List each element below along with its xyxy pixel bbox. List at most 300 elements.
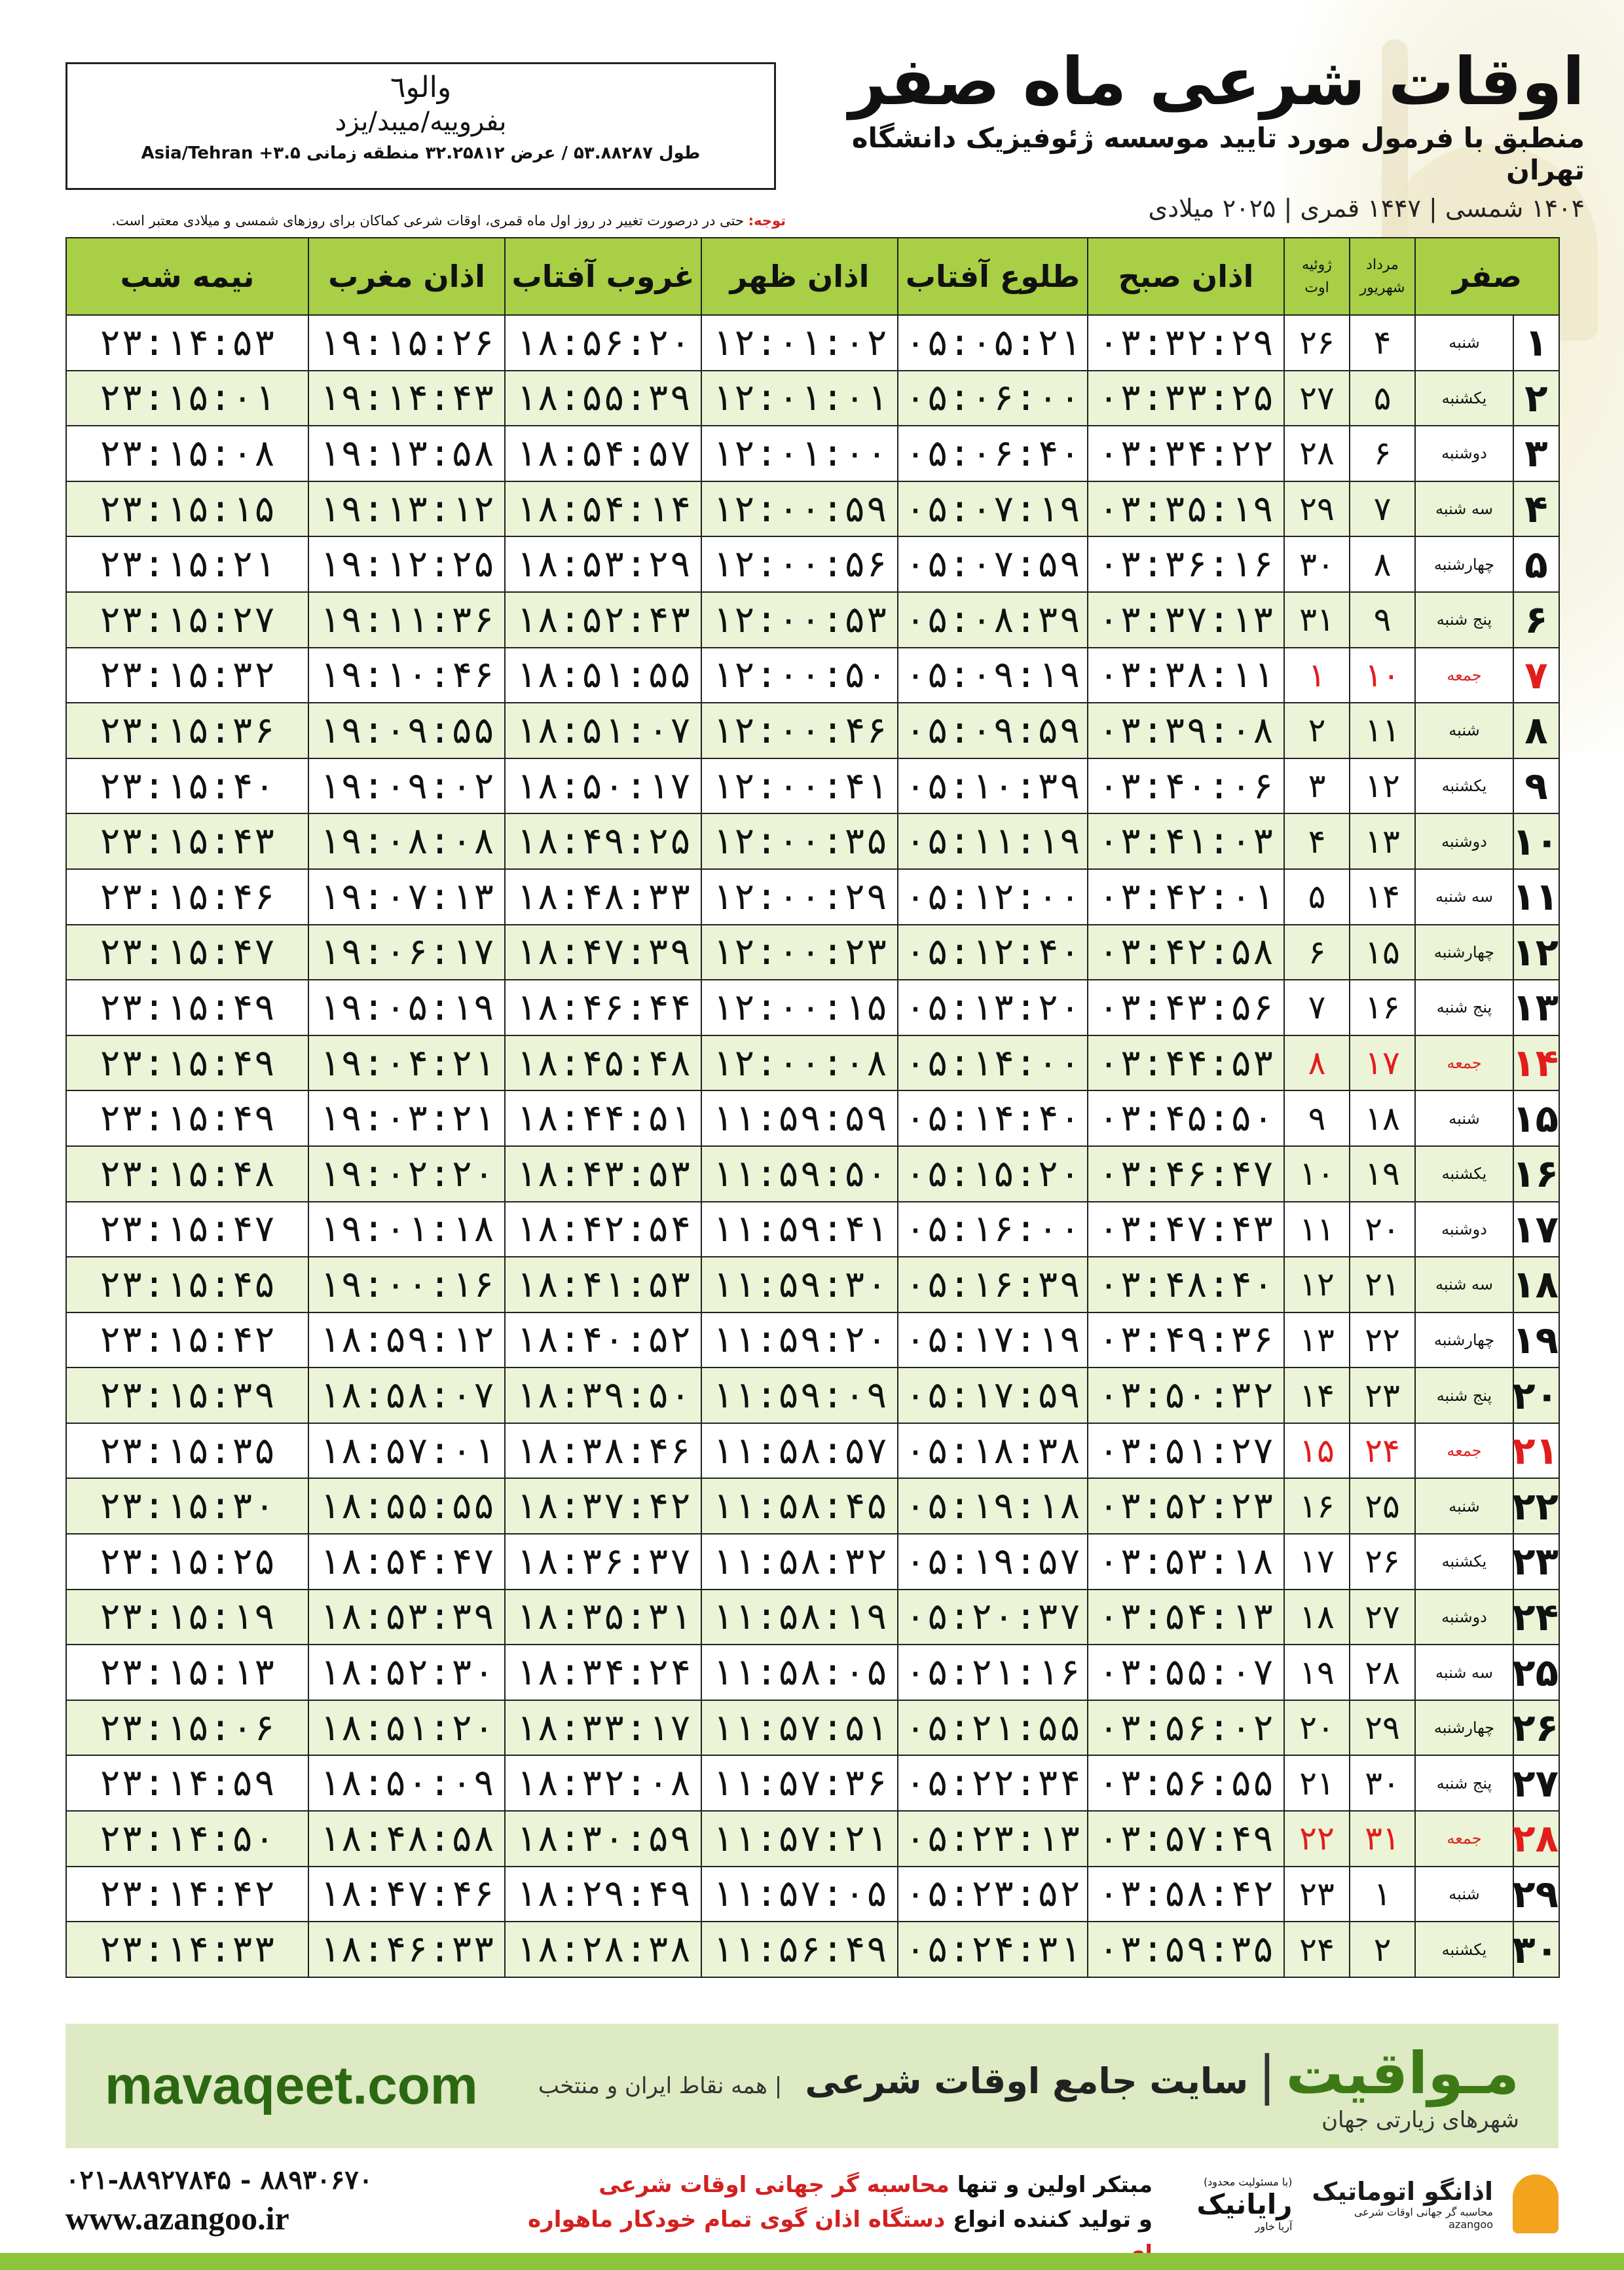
weekday: دوشنبه: [1415, 1202, 1513, 1257]
day-number: ۴: [1513, 481, 1559, 537]
table-row: [66, 592, 1559, 648]
rayanik-logo-text: رایانیک: [1196, 2187, 1293, 2220]
midnight-time: ۲۳:۱۵:۳۲: [66, 648, 308, 703]
maghrib-time: ۱۹:۰۳:۲۱: [308, 1090, 505, 1146]
sunset-time: ۱۸:۴۲:۵۴: [505, 1202, 701, 1257]
fajr-time: ۰۳:۴۶:۴۷: [1088, 1146, 1284, 1202]
weekday: پنج شنبه: [1415, 1755, 1513, 1811]
day-number: ۲۰: [1513, 1368, 1559, 1423]
table-row: [66, 1478, 1559, 1534]
midnight-time: ۲۳:۱۵:۲۵: [66, 1534, 308, 1590]
brand-separator: |: [1258, 2044, 1276, 2106]
day-number: ۲۳: [1513, 1534, 1559, 1590]
sunset-time: ۱۸:۲۹:۴۹: [505, 1867, 701, 1922]
table-header-row: [66, 238, 1559, 315]
fajr-time: ۰۳:۵۰:۳۲: [1088, 1368, 1284, 1423]
contact-info: [65, 2165, 432, 2237]
fajr-time: ۰۳:۴۷:۴۳: [1088, 1202, 1284, 1257]
sunset-time: ۱۸:۴۳:۵۳: [505, 1146, 701, 1202]
shamsi-date: ۱۶: [1350, 980, 1415, 1035]
sunrise-time: ۰۵:۱۰:۳۹: [898, 758, 1088, 814]
header-shamsi: [1350, 238, 1415, 315]
sunrise-time: ۰۵:۲۲:۳۴: [898, 1755, 1088, 1811]
sunset-time: ۱۸:۳۹:۵۰: [505, 1368, 701, 1423]
shamsi-date: ۲۸: [1350, 1645, 1415, 1700]
fajr-time: ۰۳:۴۳:۵۶: [1088, 980, 1284, 1035]
shamsi-date: ۲۳: [1350, 1368, 1415, 1423]
dhuhr-time: ۱۱:۵۹:۳۰: [701, 1257, 898, 1312]
maghrib-time: ۱۹:۰۹:۰۲: [308, 758, 505, 814]
weekday: یکشنبه: [1415, 1146, 1513, 1202]
gregorian-date: ۱۴: [1284, 1368, 1350, 1423]
gregorian-date: ۹: [1284, 1090, 1350, 1146]
sunset-time: ۱۸:۵۲:۴۳: [505, 592, 701, 648]
date-line: ۱۴۰۴ شمسی | ۱۴۴۷ قمری | ۲۰۲۵ میلادی: [1148, 194, 1585, 223]
sunrise-time: ۰۵:۱۵:۲۰: [898, 1146, 1088, 1202]
day-number: ۲: [1513, 371, 1559, 426]
sunset-time: ۱۸:۵۵:۳۹: [505, 371, 701, 426]
weekday: چهارشنبه: [1415, 1312, 1513, 1368]
footer-line-1-text: مبتکر اولین و تنها: [949, 2172, 1153, 2198]
dhuhr-time: ۱۲:۰۱:۰۰: [701, 426, 898, 481]
day-number: ۱۰: [1513, 813, 1559, 869]
fajr-time: ۰۳:۵۶:۵۵: [1088, 1755, 1284, 1811]
shamsi-date: ۱۸: [1350, 1090, 1415, 1146]
dhuhr-time: ۱۲:۰۰:۴۶: [701, 703, 898, 758]
dhuhr-time: ۱۱:۵۸:۵۷: [701, 1423, 898, 1479]
table-row: [66, 1423, 1559, 1479]
table-row: [66, 536, 1559, 592]
header-month: صفر: [1415, 238, 1559, 315]
weekday: شنبه: [1415, 1478, 1513, 1534]
dhuhr-time: ۱۲:۰۱:۰۲: [701, 315, 898, 371]
gregorian-date: ۲۶: [1284, 315, 1350, 371]
table-row: [66, 925, 1559, 980]
shamsi-date: ۲۹: [1350, 1700, 1415, 1756]
maghrib-time: ۱۸:۵۳:۳۹: [308, 1590, 505, 1645]
day-number: ۲۲: [1513, 1478, 1559, 1534]
dhuhr-time: ۱۲:۰۰:۱۵: [701, 980, 898, 1035]
midnight-time: ۲۳:۱۵:۰۱: [66, 371, 308, 426]
dhuhr-time: ۱۱:۵۹:۰۹: [701, 1368, 898, 1423]
fajr-time: ۰۳:۵۴:۱۳: [1088, 1590, 1284, 1645]
dhuhr-time: ۱۱:۵۷:۲۱: [701, 1811, 898, 1867]
sunset-time: ۱۸:۳۸:۴۶: [505, 1423, 701, 1479]
fajr-time: ۰۳:۴۹:۳۶: [1088, 1312, 1284, 1368]
gregorian-date: ۳۰: [1284, 536, 1350, 592]
dhuhr-time: ۱۱:۵۷:۳۶: [701, 1755, 898, 1811]
sunrise-time: ۰۵:۲۱:۱۶: [898, 1645, 1088, 1700]
dhuhr-time: ۱۱:۵۶:۴۹: [701, 1922, 898, 1977]
table-row: [66, 1755, 1559, 1811]
gregorian-date: ۲۲: [1284, 1811, 1350, 1867]
day-number: ۲۹: [1513, 1867, 1559, 1922]
fajr-time: ۰۳:۳۵:۱۹: [1088, 481, 1284, 537]
shamsi-date: ۲۴: [1350, 1423, 1415, 1479]
day-number: ۱۸: [1513, 1257, 1559, 1312]
sunrise-time: ۰۵:۰۵:۲۱: [898, 315, 1088, 371]
table-row: [66, 1257, 1559, 1312]
day-number: ۱: [1513, 315, 1559, 371]
sunrise-time: ۰۵:۰۷:۱۹: [898, 481, 1088, 537]
sunset-time: ۱۸:۴۸:۳۳: [505, 869, 701, 925]
table-row: [66, 869, 1559, 925]
note-label: توجه:: [748, 213, 786, 229]
header-midnight: نیمه شب: [66, 238, 308, 315]
midnight-time: ۲۳:۱۵:۱۵: [66, 481, 308, 537]
gregorian-date: ۳: [1284, 758, 1350, 814]
day-number: ۱۲: [1513, 925, 1559, 980]
weekday: چهارشنبه: [1415, 925, 1513, 980]
gregorian-date: ۱: [1284, 648, 1350, 703]
midnight-time: ۲۳:۱۴:۵۳: [66, 315, 308, 371]
sunset-time: ۱۸:۴۷:۳۹: [505, 925, 701, 980]
weekday: سه شنبه: [1415, 1257, 1513, 1312]
fajr-time: ۰۳:۵۱:۲۷: [1088, 1423, 1284, 1479]
table-row: [66, 426, 1559, 481]
day-number: ۲۴: [1513, 1590, 1559, 1645]
table-row: [66, 980, 1559, 1035]
day-number: ۳۰: [1513, 1922, 1559, 1977]
shamsi-date: ۱۴: [1350, 869, 1415, 925]
fajr-time: ۰۳:۳۷:۱۳: [1088, 592, 1284, 648]
sunrise-time: ۰۵:۰۶:۰۰: [898, 371, 1088, 426]
sunrise-time: ۰۵:۲۳:۵۲: [898, 1867, 1088, 1922]
gregorian-date: ۸: [1284, 1035, 1350, 1091]
weekday: جمعه: [1415, 1811, 1513, 1867]
fajr-time: ۰۳:۳۲:۲۹: [1088, 315, 1284, 371]
brand-logo: مـواقیت: [1285, 2039, 1519, 2107]
dhuhr-time: ۱۱:۵۸:۱۹: [701, 1590, 898, 1645]
fajr-time: ۰۳:۴۲:۰۱: [1088, 869, 1284, 925]
table-row: [66, 758, 1559, 814]
shamsi-date: ۷: [1350, 481, 1415, 537]
gregorian-date: ۱۹: [1284, 1645, 1350, 1700]
midnight-time: ۲۳:۱۵:۲۱: [66, 536, 308, 592]
sunrise-time: ۰۵:۲۳:۱۳: [898, 1811, 1088, 1867]
fajr-time: ۰۳:۵۲:۲۳: [1088, 1478, 1284, 1534]
footer-line-2-highlight: دستگاه اذان گوی تمام خودکار ماهواره: [528, 2206, 946, 2233]
header-shamsi-top: مرداد: [1366, 256, 1399, 273]
table-row: [66, 813, 1559, 869]
midnight-time: ۲۳:۱۵:۴۳: [66, 813, 308, 869]
midnight-time: ۲۳:۱۵:۱۳: [66, 1645, 308, 1700]
weekday: دوشنبه: [1415, 1590, 1513, 1645]
maghrib-time: ۱۸:۵۲:۳۰: [308, 1645, 505, 1700]
dhuhr-time: ۱۱:۵۸:۰۵: [701, 1645, 898, 1700]
azangoo-logo-sub: محاسبه گر جهانی اوقات شرعی: [1354, 2206, 1493, 2218]
shamsi-date: ۲۲: [1350, 1312, 1415, 1368]
dhuhr-time: ۱۲:۰۰:۲۳: [701, 925, 898, 980]
sunrise-time: ۰۵:۱۷:۱۹: [898, 1312, 1088, 1368]
sunrise-time: ۰۵:۱۶:۳۹: [898, 1257, 1088, 1312]
sunrise-time: ۰۵:۰۸:۳۹: [898, 592, 1088, 648]
maghrib-time: ۱۸:۵۸:۰۷: [308, 1368, 505, 1423]
shamsi-date: ۲: [1350, 1922, 1415, 1977]
rayanik-logo-top: (با مسئولیت محدود): [1203, 2175, 1293, 2188]
shamsi-date: ۵: [1350, 371, 1415, 426]
website-link[interactable]: mavaqeet.com: [105, 2056, 478, 2115]
azangoo-website-link[interactable]: www.azangoo.ir: [65, 2200, 289, 2237]
sunset-time: ۱۸:۳۰:۵۹: [505, 1811, 701, 1867]
header-shamsi-bottom: شهریور: [1359, 280, 1405, 296]
shamsi-date: ۸: [1350, 536, 1415, 592]
fajr-time: ۰۳:۴۵:۵۰: [1088, 1090, 1284, 1146]
maghrib-time: ۱۹:۱۵:۲۶: [308, 315, 505, 371]
weekday: دوشنبه: [1415, 426, 1513, 481]
table-row: [66, 1534, 1559, 1590]
day-number: ۶: [1513, 592, 1559, 648]
sunrise-time: ۰۵:۱۹:۱۸: [898, 1478, 1088, 1534]
shamsi-date: ۲۰: [1350, 1202, 1415, 1257]
dhuhr-time: ۱۲:۰۰:۵۶: [701, 536, 898, 592]
midnight-time: ۲۳:۱۴:۴۲: [66, 1867, 308, 1922]
weekday: پنج شنبه: [1415, 1368, 1513, 1423]
shamsi-date: ۱۰: [1350, 648, 1415, 703]
midnight-time: ۲۳:۱۵:۴۹: [66, 1035, 308, 1091]
dhuhr-time: ۱۱:۵۹:۲۰: [701, 1312, 898, 1368]
shamsi-date: ۱۲: [1350, 758, 1415, 814]
sunrise-time: ۰۵:۱۷:۵۹: [898, 1368, 1088, 1423]
table-row: [66, 1922, 1559, 1977]
day-number: ۲۱: [1513, 1423, 1559, 1479]
shamsi-date: ۲۱: [1350, 1257, 1415, 1312]
dhuhr-time: ۱۲:۰۰:۴۱: [701, 758, 898, 814]
fajr-time: ۰۳:۴۴:۵۳: [1088, 1035, 1284, 1091]
table-row: [66, 481, 1559, 537]
footer: [65, 2161, 1559, 2246]
gregorian-date: ۲۷: [1284, 371, 1350, 426]
weekday: جمعه: [1415, 1035, 1513, 1091]
maghrib-time: ۱۹:۰۴:۲۱: [308, 1035, 505, 1091]
sunset-time: ۱۸:۵۴:۱۴: [505, 481, 701, 537]
header-greg-top: ژوئیه: [1302, 256, 1332, 273]
gregorian-date: ۴: [1284, 813, 1350, 869]
maghrib-time: ۱۹:۰۹:۵۵: [308, 703, 505, 758]
sunrise-time: ۰۵:۲۱:۵۵: [898, 1700, 1088, 1756]
maghrib-time: ۱۹:۱۳:۱۲: [308, 481, 505, 537]
sunset-time: ۱۸:۳۳:۱۷: [505, 1700, 701, 1756]
gregorian-date: ۷: [1284, 980, 1350, 1035]
midnight-time: ۲۳:۱۵:۴۹: [66, 980, 308, 1035]
shamsi-date: ۱۵: [1350, 925, 1415, 980]
dhuhr-time: ۱۲:۰۰:۵۳: [701, 592, 898, 648]
sunset-time: ۱۸:۲۸:۳۸: [505, 1922, 701, 1977]
midnight-time: ۲۳:۱۵:۴۶: [66, 869, 308, 925]
sunset-time: ۱۸:۳۶:۳۷: [505, 1534, 701, 1590]
weekday: یکشنبه: [1415, 371, 1513, 426]
shamsi-date: ۲۷: [1350, 1590, 1415, 1645]
midnight-time: ۲۳:۱۴:۵۹: [66, 1755, 308, 1811]
gregorian-date: ۲۴: [1284, 1922, 1350, 1977]
prayer-times-table-wrapper: [65, 237, 1559, 1978]
brand-tagline: سایت جامع اوقات شرعی: [805, 2060, 1249, 2102]
mavaqeet-banner: [65, 2024, 1559, 2148]
day-number: ۵: [1513, 536, 1559, 592]
dhuhr-time: ۱۲:۰۰:۲۹: [701, 869, 898, 925]
fajr-time: ۰۳:۵۷:۴۹: [1088, 1811, 1284, 1867]
dhuhr-time: ۱۱:۵۷:۵۱: [701, 1700, 898, 1756]
day-number: ۱۹: [1513, 1312, 1559, 1368]
sunset-time: ۱۸:۵۰:۱۷: [505, 758, 701, 814]
dhuhr-time: ۱۱:۵۸:۴۵: [701, 1478, 898, 1534]
header-maghrib: اذان مغرب: [308, 238, 505, 315]
midnight-time: ۲۳:۱۵:۴۸: [66, 1146, 308, 1202]
shamsi-date: ۱۳: [1350, 813, 1415, 869]
gregorian-date: ۱۳: [1284, 1312, 1350, 1368]
title-block: [799, 43, 1585, 223]
gregorian-date: ۱۶: [1284, 1478, 1350, 1534]
maghrib-time: ۱۸:۵۹:۱۲: [308, 1312, 505, 1368]
sunrise-time: ۰۵:۱۴:۴۰: [898, 1090, 1088, 1146]
day-number: ۱۴: [1513, 1035, 1559, 1091]
brand-subtext: | همه نقاط ایران و منتخب شهرهای زیارتی جهان: [538, 2072, 1519, 2133]
table-row: [66, 1590, 1559, 1645]
fajr-time: ۰۳:۳۳:۲۵: [1088, 371, 1284, 426]
shamsi-date: ۲۶: [1350, 1534, 1415, 1590]
dhuhr-time: ۱۲:۰۰:۰۸: [701, 1035, 898, 1091]
phone-number[interactable]: ۰۲۱-۸۸۹۲۷۸۴۵ - ۸۸۹۳۰۶۷۰: [65, 2165, 373, 2195]
midnight-time: ۲۳:۱۵:۳۶: [66, 703, 308, 758]
maghrib-time: ۱۹:۱۰:۴۶: [308, 648, 505, 703]
sunset-time: ۱۸:۵۶:۲۰: [505, 315, 701, 371]
day-number: ۲۸: [1513, 1811, 1559, 1867]
dhuhr-time: ۱۱:۵۸:۳۲: [701, 1534, 898, 1590]
gregorian-date: ۱۱: [1284, 1202, 1350, 1257]
shamsi-date: ۶: [1350, 426, 1415, 481]
fajr-time: ۰۳:۵۵:۰۷: [1088, 1645, 1284, 1700]
footer-logos: [1179, 2161, 1559, 2246]
table-row: [66, 1811, 1559, 1867]
gregorian-date: ۱۰: [1284, 1146, 1350, 1202]
table-row: [66, 1368, 1559, 1423]
maghrib-time: ۱۸:۴۸:۵۸: [308, 1811, 505, 1867]
midnight-time: ۲۳:۱۵:۳۰: [66, 1478, 308, 1534]
table-row: [66, 1090, 1559, 1146]
maghrib-time: ۱۹:۱۳:۵۸: [308, 426, 505, 481]
shamsi-date: ۱۹: [1350, 1146, 1415, 1202]
weekday: یکشنبه: [1415, 1922, 1513, 1977]
gregorian-date: ۳۱: [1284, 592, 1350, 648]
header-gregorian: [1284, 238, 1350, 315]
gregorian-date: ۱۵: [1284, 1423, 1350, 1479]
sunrise-time: ۰۵:۱۶:۰۰: [898, 1202, 1088, 1257]
table-body: [66, 315, 1559, 1977]
midnight-time: ۲۳:۱۵:۴۷: [66, 1202, 308, 1257]
day-number: ۲۷: [1513, 1755, 1559, 1811]
day-number: ۳: [1513, 426, 1559, 481]
sunrise-time: ۰۵:۱۲:۰۰: [898, 869, 1088, 925]
sunset-time: ۱۸:۴۵:۴۸: [505, 1035, 701, 1091]
header-fajr: اذان صبح: [1088, 238, 1284, 315]
rayanik-logo-sub: آریا خاور: [1255, 2220, 1293, 2233]
weekday: جمعه: [1415, 648, 1513, 703]
fajr-time: ۰۳:۳۹:۰۸: [1088, 703, 1284, 758]
day-number: ۱۷: [1513, 1202, 1559, 1257]
weekday: شنبه: [1415, 1867, 1513, 1922]
dhuhr-time: ۱۱:۵۷:۰۵: [701, 1867, 898, 1922]
fajr-time: ۰۳:۳۸:۱۱: [1088, 648, 1284, 703]
midnight-time: ۲۳:۱۵:۱۹: [66, 1590, 308, 1645]
day-number: ۲۶: [1513, 1700, 1559, 1756]
table-row: [66, 315, 1559, 371]
sunset-time: ۱۸:۳۴:۲۴: [505, 1645, 701, 1700]
sunrise-time: ۰۵:۰۷:۵۹: [898, 536, 1088, 592]
sunset-time: ۱۸:۵۱:۰۷: [505, 703, 701, 758]
maghrib-time: ۱۹:۱۲:۲۵: [308, 536, 505, 592]
fajr-time: ۰۳:۴۲:۵۸: [1088, 925, 1284, 980]
sunrise-time: ۰۵:۰۹:۵۹: [898, 703, 1088, 758]
sunset-time: ۱۸:۵۱:۵۵: [505, 648, 701, 703]
table-row: [66, 1146, 1559, 1202]
midnight-time: ۲۳:۱۵:۴۷: [66, 925, 308, 980]
dhuhr-time: ۱۱:۵۹:۵۰: [701, 1146, 898, 1202]
shamsi-date: ۳۱: [1350, 1811, 1415, 1867]
gregorian-date: ۲۳: [1284, 1867, 1350, 1922]
fajr-time: ۰۳:۴۸:۴۰: [1088, 1257, 1284, 1312]
maghrib-time: ۱۹:۰۰:۱۶: [308, 1257, 505, 1312]
shamsi-date: ۳۰: [1350, 1755, 1415, 1811]
midnight-time: ۲۳:۱۴:۵۰: [66, 1811, 308, 1867]
table-row: [66, 1700, 1559, 1756]
day-number: ۲۵: [1513, 1645, 1559, 1700]
sunset-time: ۱۸:۳۲:۰۸: [505, 1755, 701, 1811]
sunrise-time: ۰۵:۱۳:۲۰: [898, 980, 1088, 1035]
shamsi-date: ۲۵: [1350, 1478, 1415, 1534]
fajr-time: ۰۳:۵۹:۳۵: [1088, 1922, 1284, 1977]
weekday: سه شنبه: [1415, 869, 1513, 925]
brand-group: [478, 2039, 1519, 2133]
day-number: ۱۱: [1513, 869, 1559, 925]
fajr-time: ۰۳:۵۳:۱۸: [1088, 1534, 1284, 1590]
table-row: [66, 703, 1559, 758]
weekday: چهارشنبه: [1415, 1700, 1513, 1756]
shamsi-date: ۱۷: [1350, 1035, 1415, 1091]
table-row: [66, 1867, 1559, 1922]
weekday: چهارشنبه: [1415, 536, 1513, 592]
day-number: ۸: [1513, 703, 1559, 758]
midnight-time: ۲۳:۱۵:۰۸: [66, 426, 308, 481]
maghrib-time: ۱۸:۴۷:۴۶: [308, 1867, 505, 1922]
note-text: حتی در درصورت تغییر در روز اول ماه قمری، اوقات شرعی کماکان برای روزهای شمسی و میلادی معتبر است.: [111, 213, 744, 229]
sunrise-time: ۰۵:۱۹:۵۷: [898, 1534, 1088, 1590]
azangoo-logo-text: اذانگو اتوماتیک: [1312, 2177, 1493, 2206]
gregorian-date: ۱۲: [1284, 1257, 1350, 1312]
maghrib-time: ۱۸:۵۴:۴۷: [308, 1534, 505, 1590]
midnight-time: ۲۳:۱۵:۳۹: [66, 1368, 308, 1423]
prayer-times-table: [65, 237, 1560, 1978]
azangoo-logo-en: azangoo: [1449, 2218, 1493, 2231]
maghrib-time: ۱۹:۱۱:۳۶: [308, 592, 505, 648]
sunrise-time: ۰۵:۱۸:۳۸: [898, 1423, 1088, 1479]
shamsi-date: ۱: [1350, 1867, 1415, 1922]
gregorian-date: ۶: [1284, 925, 1350, 980]
sunset-time: ۱۸:۴۴:۵۱: [505, 1090, 701, 1146]
sunset-time: ۱۸:۴۱:۵۳: [505, 1257, 701, 1312]
fajr-time: ۰۳:۵۶:۰۲: [1088, 1700, 1284, 1756]
maghrib-time: ۱۸:۵۷:۰۱: [308, 1423, 505, 1479]
midnight-time: ۲۳:۱۵:۲۷: [66, 592, 308, 648]
sunset-time: ۱۸:۳۵:۳۱: [505, 1590, 701, 1645]
location-box: [65, 62, 776, 190]
page-title: اوقات شرعی ماه صفر: [849, 43, 1585, 120]
sunset-time: ۱۸:۵۴:۵۷: [505, 426, 701, 481]
table-row: [66, 1645, 1559, 1700]
sunrise-time: ۰۵:۰۹:۱۹: [898, 648, 1088, 703]
sunrise-time: ۰۵:۲۴:۳۱: [898, 1922, 1088, 1977]
header-sunset: غروب آفتاب: [505, 238, 701, 315]
weekday: یکشنبه: [1415, 758, 1513, 814]
